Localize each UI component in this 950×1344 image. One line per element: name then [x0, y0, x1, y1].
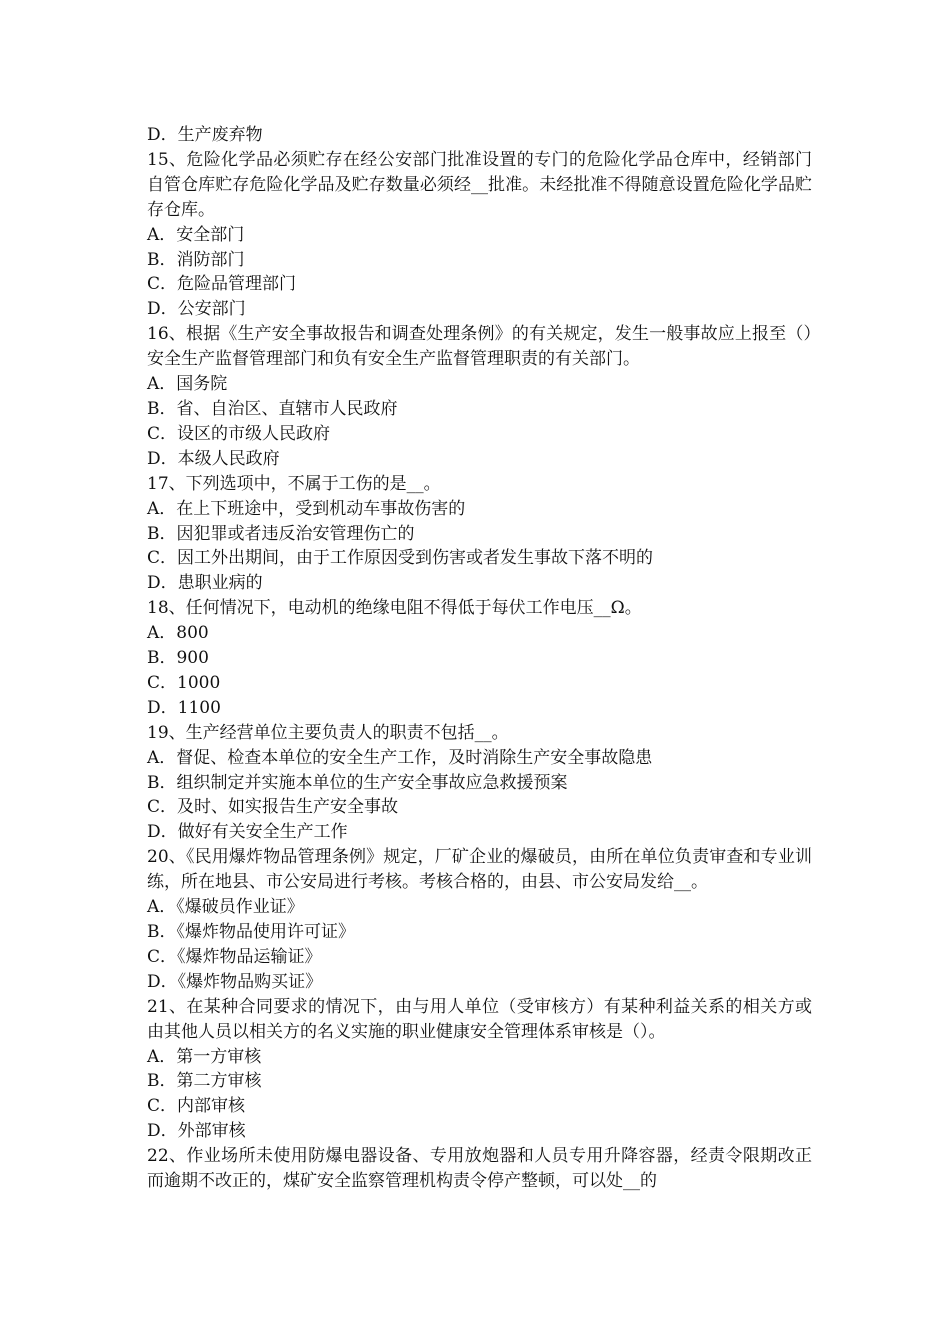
answer-option: C．《爆炸物品运输证》	[147, 946, 322, 967]
answer-option: D．外部审核	[147, 1121, 246, 1142]
answer-option: D．本级人民政府	[147, 448, 280, 469]
answer-option: B．因犯罪或者违反治安管理伤亡的	[147, 523, 415, 544]
answer-option: B．消防部门	[147, 249, 245, 270]
answer-option: C．内部审核	[147, 1096, 246, 1117]
answer-option: B．900	[147, 648, 209, 669]
question-text: 19、生产经营单位主要负责人的职责不包括__。	[147, 722, 509, 743]
answer-option: A．《爆破员作业证》	[147, 897, 304, 918]
answer-option: B．《爆炸物品使用许可证》	[147, 922, 355, 942]
answer-option: D．公安部门	[147, 299, 246, 320]
answer-option: A．督促、检查本单位的安全生产工作，及时消除生产安全事故隐患	[147, 747, 653, 768]
answer-option: D．1100	[147, 697, 221, 718]
answer-option: C．1000	[147, 672, 221, 693]
question-text: 20、《民用爆炸物品管理条例》规定，厂矿企业的爆破员，由所在单位负责审查和专业训练，所在地县、市公安局进行考核。考核合格的，由县、市公安局发给__。	[147, 847, 812, 893]
answer-option: A．在上下班途中，受到机动车事故伤害的	[147, 498, 466, 519]
answer-option: A．第一方审核	[147, 1046, 262, 1067]
answer-option: D．患职业病的	[147, 573, 263, 594]
question-text: 17、下列选项中，不属于工伤的是__。	[147, 473, 441, 494]
answer-option: A．800	[147, 623, 209, 644]
answer-option: C．因工外出期间，由于工作原因受到伤害或者发生事故下落不明的	[147, 548, 654, 569]
answer-option: D．做好有关安全生产工作	[147, 822, 348, 843]
answer-option: B．省、自治区、直辖市人民政府	[147, 398, 398, 419]
question-text: 22、作业场所未使用防爆电器设备、专用放炮器和人员专用升降容器，经责令限期改正而逾期不改正的，煤矿安全监察管理机构责令停产整顿，可以处__的	[147, 1146, 812, 1192]
answer-option: B．第二方审核	[147, 1071, 262, 1092]
question-text: 16、根据《生产安全事故报告和调查处理条例》的有关规定，发生一般事故应上报至（）安全生产监督管理部门和负有安全生产监督管理职责的有关部门。	[147, 324, 812, 370]
answer-option: C．危险品管理部门	[147, 274, 297, 295]
answer-option: D．《爆炸物品购买证》	[147, 971, 323, 992]
answer-option: A．国务院	[147, 374, 228, 395]
answer-option: B．组织制定并实施本单位的生产安全事故应急救援预案	[147, 772, 568, 793]
answer-option: C．设区的市级人民政府	[147, 423, 331, 444]
document-page	[147, 123, 812, 1194]
answer-option: C．及时、如实报告生产安全事故	[147, 797, 399, 818]
answer-option: D．生产废弃物	[147, 125, 263, 145]
question-text: 21、在某种合同要求的情况下，由与用人单位（受审核方）有某种利益关系的相关方或由其他人员以相关方的名义实施的职业健康安全管理体系审核是（）。	[147, 996, 812, 1042]
question-text: 18、任何情况下，电动机的绝缘电阻不得低于每伏工作电压__Ω。	[147, 598, 642, 619]
question-text: 15、危险化学品必须贮存在经公安部门批准设置的专门的危险化学品仓库中，经销部门自管仓库贮存危险化学品及贮存数量必须经__批准。未经批准不得随意设置危险化学品贮存仓库。	[147, 149, 812, 220]
answer-option: A．安全部门	[147, 224, 245, 245]
